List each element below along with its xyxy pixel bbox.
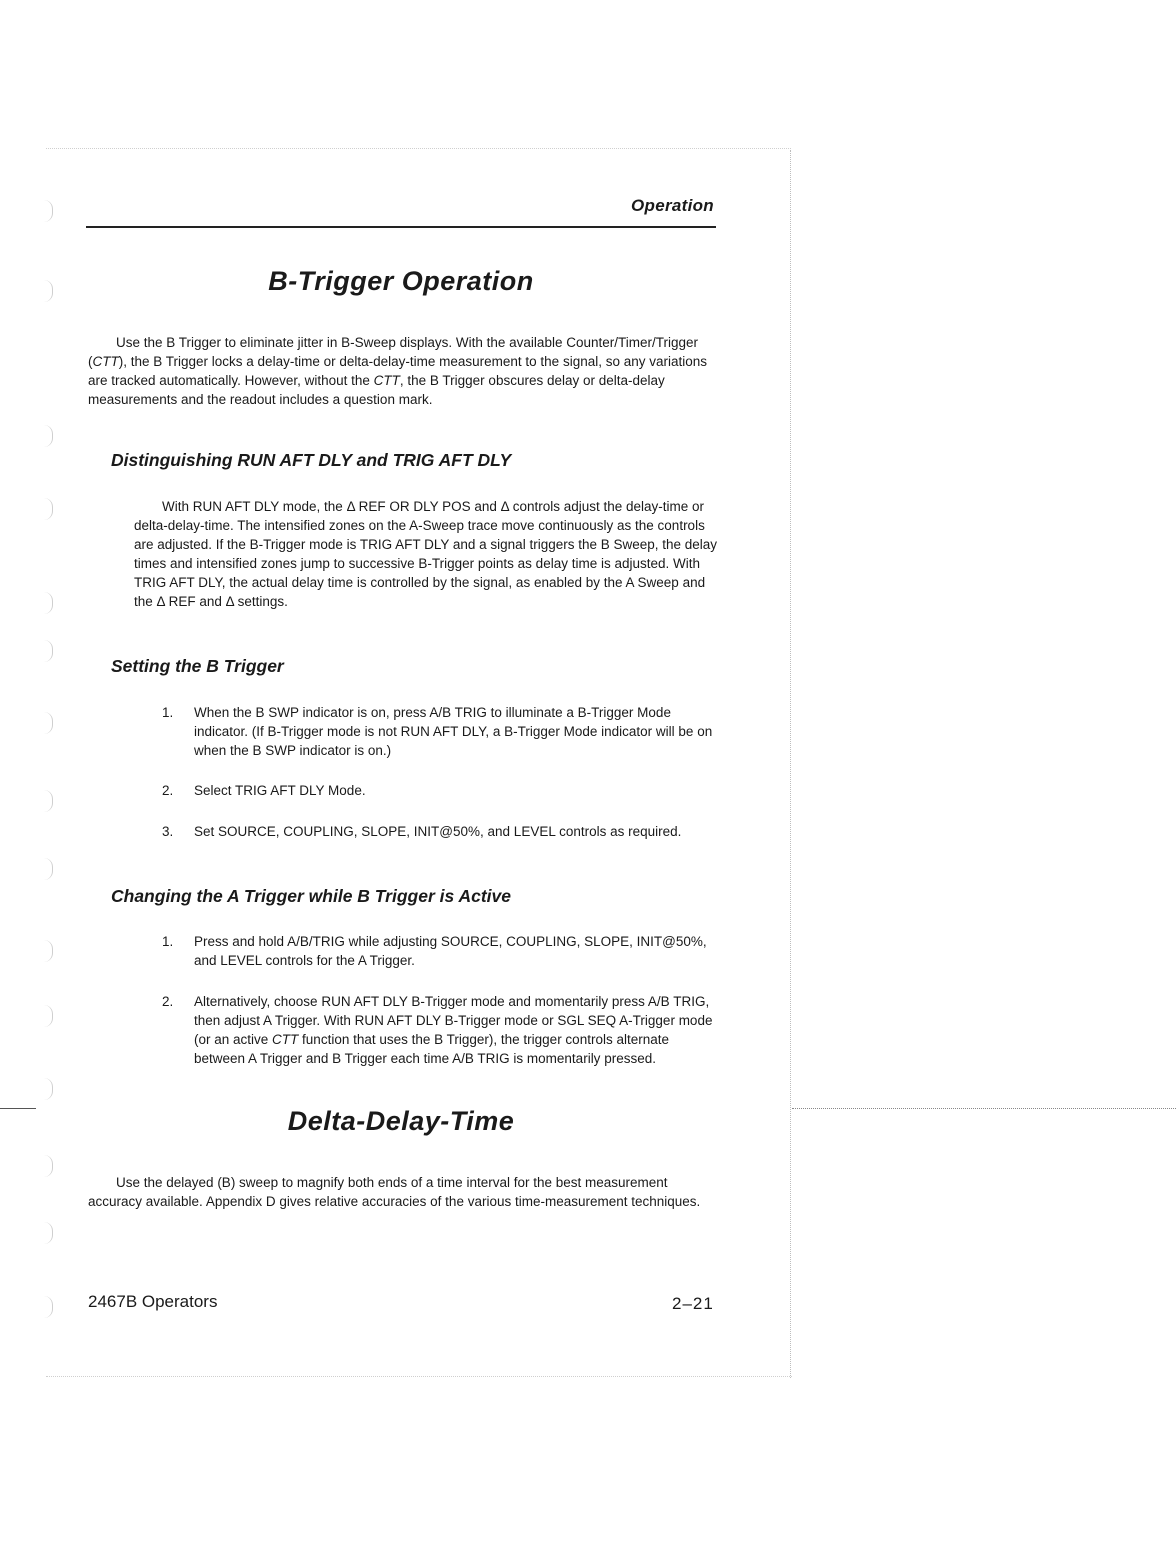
scan-line-right: [792, 1108, 1176, 1109]
changing-steps-list-2: [162, 992, 722, 1068]
b-trigger-intro-paragraph: Use the B Trigger to eliminate jitter in B-Sweep displays. With the available Counter/Timer/Trigger (CTT), the B Trigger locks a delay-time or delta-delay-time measurement to the signal, so any variations are tracked automatically. However, without the CTT, the B Trigger obscures delay or delta-delay measurements and the readout includes a question mark.: [88, 335, 708, 407]
subheading-changing-a-trigger: Changing the A Trigger while B Trigger is Active: [111, 886, 511, 906]
scan-edge-right: [790, 150, 791, 1378]
delta-delay-intro-paragraph: Use the delayed (B) sweep to magnify both ends of a time interval for the best measurement accuracy available. Appendix D gives relative accuracies of the various time-measurement techniques.: [88, 1175, 701, 1209]
binding-holes: [44, 200, 60, 1340]
list-item: 1. Press and hold A/B/TRIG while adjusting SOURCE, COUPLING, SLOPE, INIT@50%, and LEVEL controls for the A Trigger.: [162, 934, 707, 968]
delta-symbol: Δ: [225, 594, 234, 609]
running-head: [86, 192, 716, 228]
section-title-delta-delay-time: Delta-Delay-Time: [287, 1106, 515, 1136]
distinguishing-paragraph: With RUN AFT DLY mode, the Δ REF OR DLY POS and Δ controls adjust the delay-time or delta-delay-time. The intensified zones on the A-Sweep trace move continuously as the controls are adjusted. If the B-Trigger mode is TRIG AFT DLY and a signal triggers the B Sweep, the delay times and intensified zones jump to successive B-Trigger points as delay time is adjusted. With TRIG AFT DLY, the actual delay time is controlled by the signal, as enabled by the A Sweep and the Δ REF and Δ settings.: [134, 499, 718, 609]
section-title-b-trigger: B-Trigger Operation: [268, 266, 534, 296]
delta-symbol: Δ: [346, 499, 355, 514]
delta-symbol: Δ: [156, 594, 165, 609]
delta-symbol: Δ: [500, 499, 509, 514]
footer-manual-name: 2467B Operators: [88, 1292, 218, 1311]
footer-page-number: 2–21: [672, 1294, 714, 1313]
list-item: 2. Select TRIG AFT DLY Mode.: [162, 783, 366, 798]
list-item: 2. Alternatively, choose RUN AFT DLY B-Trigger mode and momentarily press A/B TRIG, then adjust A Trigger. With RUN AFT DLY B-Trigger mode or SGL SEQ A-Trigger mode (or an active CTT function that uses the B Trigger), the trigger controls alternate between A Trigger and B Trigger each time A/B TRIG is momentarily pressed.: [162, 994, 713, 1066]
setting-steps-list: [162, 703, 722, 760]
setting-steps-list-2: [162, 781, 722, 800]
scan-edge-top: [46, 148, 791, 149]
changing-steps-list: [162, 932, 722, 970]
scan-line-left: [0, 1108, 36, 1109]
running-head-text: Operation: [631, 196, 714, 215]
list-item: 3. Set SOURCE, COUPLING, SLOPE, INIT@50%, and LEVEL controls as required.: [162, 824, 682, 839]
setting-steps-list-3: [162, 822, 722, 841]
scan-edge-bottom: [46, 1376, 792, 1377]
list-item: 1. When the B SWP indicator is on, press A/B TRIG to illuminate a B-Trigger Mode indicator. (If B-Trigger mode is not RUN AFT DLY, a B-Trigger Mode indicator will be on when the B SWP indicator is on.): [162, 705, 713, 758]
subheading-distinguishing: Distinguishing RUN AFT DLY and TRIG AFT DLY: [111, 450, 512, 470]
subheading-setting-b-trigger: Setting the B Trigger: [111, 656, 284, 676]
